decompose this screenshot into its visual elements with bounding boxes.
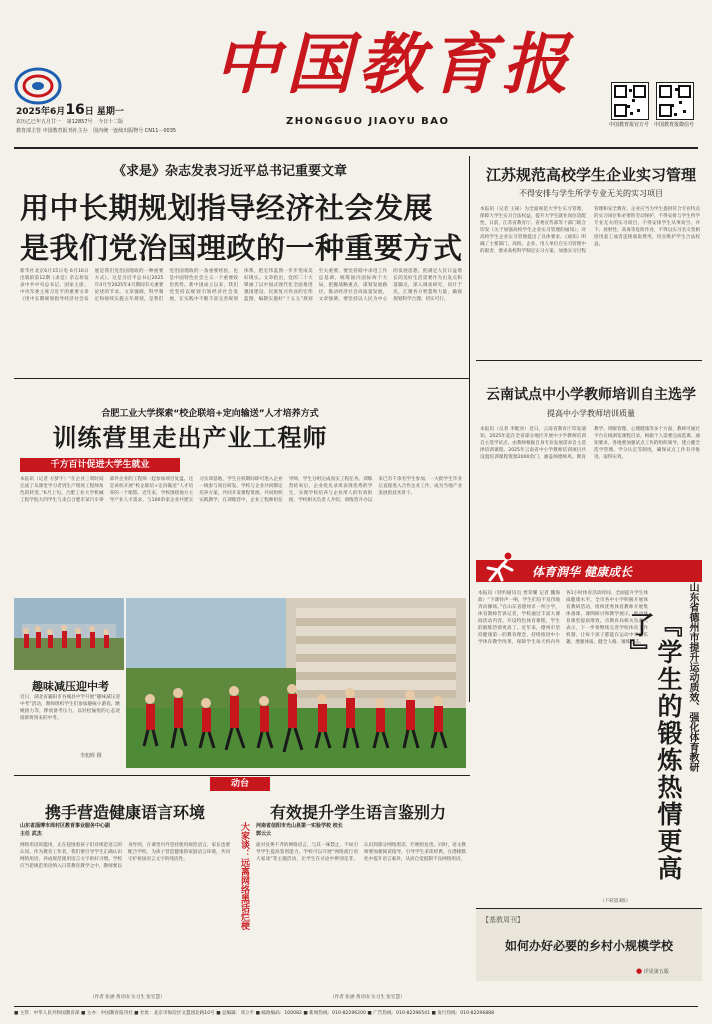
hefei-headline: 训练营里走出产业工程师	[52, 423, 328, 452]
bottom-divider	[14, 775, 470, 776]
cn-number: 国内统一连续出版物号 CN11－0035	[93, 128, 177, 134]
vertical-column-label: 大家谈：远离网络黑话烂梗	[239, 822, 249, 930]
rural-box[interactable]	[476, 908, 702, 981]
lead-kicker: 《求是》杂志发表习近平总书记重要文章	[112, 164, 347, 179]
photo-caption-title: 趣味减压迎中考	[32, 680, 109, 693]
sponsor-info: 教育部主管 中国教育报刊社主办	[16, 128, 88, 134]
lunar-date: 农历乙巳年五月廿一	[16, 119, 62, 125]
footer-info: ■ 主管：中华人民共和国教育部 ■ 主办：中国教育报刊社 ■ 社址：北京市海淀区文慧园北路10号 ■ 总编辑：邓立平 ■ 邮政编码：100082 ■ 新闻热线：010-82296200 ■ 广告热线：010-82296541 ■ 发行热线：010-82296888	[14, 1011, 495, 1016]
sports-body: 本报讯（特约通讯员 贾荣耀 记者 魏海政）“下课铃声一响，学生们迫不及待地奔向操场。”在山东省德州市一所小学，体育教师告诉记者，学校通过丰富大课间活动内容、开设特色体育课程，学生的锻炼热情更高了。近年来，德州市坚持健康第一的教育理念，持续推进中小学体育教学改革，保障学生每天校内外各1小时体育活动时间，全面提升学生体质健康水平。全市各中小学积极开展体育教研活动，组织优秀体育教师开展集体备课、课例研讨和教学展示，推动体育课堂提质增效。市教育局相关负责人表示，下一步将继续完善学校体育工作机制，让每个孩子都能在运动中享受乐趣、增强体质、健全人格、锤炼意志。	[478, 591, 648, 645]
page-count: 今日十二版	[98, 119, 124, 125]
bottom-tag-text: 动台	[230, 779, 249, 789]
sports-banner-text: 体育润华 健康成长	[532, 565, 633, 579]
qr-code-official[interactable]	[611, 82, 649, 120]
masthead-title: 中国教育报	[214, 25, 574, 103]
qr-label-official: 中国教育报官方号	[608, 122, 649, 128]
masthead	[0, 0, 712, 148]
jiangsu-body: 本报讯（记者 王硕）为全面规范大学生实习管理，保障大学生实习合法权益，提升大学生就业岗位适配性，日前，江苏省教育厅、省委宣传部等十部门联合印发《关于加强高校学生企业实习管理的通知》，对高校学生企业实习管理提出了具体要求。《通知》明确了主要部门、高校、企业、用人单位在实习管理中的职责，要求高校科学制定实习方案，加强实习过程管理和安全教育。企业应当为学生提供符合专业特点的实习岗位和必要的劳动保护，不得安排与学生所学专业无关的实习项目，不得安排学生从事高空、井下、放射性、高毒等危险作业，不得以实习名义变相招用童工或者违规收取费用，切实维护学生合法权益。	[480, 207, 700, 254]
sports-kicker: 山东省德州市提升运动质效、强化体育教研	[687, 582, 698, 772]
photo-credit: 李旭晖 摄	[80, 753, 102, 759]
photo-small	[14, 598, 124, 670]
runner-icon	[478, 550, 522, 582]
left-opinion-body: 网络用语的滥用，正在侵蚀着孩子们对规范语言的认知。作为教育工作者，我们要引导学生正确认识网络用语，养成规范使用语言文字的好习惯。学校应当把规范用语纳入日常教育教学之中，教师要以身作则，在课堂内外坚持使用规范语言，家长也要配合学校，为孩子营造健康的家庭语言环境，共同守护祖国语言文字的纯洁性。	[20, 843, 230, 869]
rural-more	[636, 967, 669, 975]
left-opinion-editor: （作者 张涵 黄诗雨 实习生 张宏慧）	[90, 995, 165, 1000]
date-prefix: 2025年6月	[16, 107, 66, 117]
right-opinion-author: 河南省信阳市光山县第一实验学校 校长 郭云云	[256, 823, 343, 837]
right-opinion-headline: 有效提升学生语言鉴别力	[269, 803, 446, 822]
right-opinion-body: 面对良莠不齐的网络语言，与其一味禁止，不如引导学生提高鉴别能力。学校可以开展“网络流行语大家谈”等主题活动，让学生在讨论中辨别是非，认识到部分网络黑话、烂梗的危害。同时，语文教师要加强阅读指导，引导学生多读经典，在潜移默化中提升语言素养，从而自觉抵制不良网络用语。	[256, 843, 466, 862]
jiangsu-divider	[476, 360, 702, 361]
hefei-banner	[20, 458, 180, 472]
footer-rule	[14, 1006, 698, 1007]
hefei-kicker: 合肥工业大学探索“校企联培+定向输送”人才培养方式	[101, 409, 319, 419]
lead-headline-2: 是我们党治国理政的一种重要方式	[20, 231, 463, 265]
hefei-body: 本报讯（记者 方梦宇）“在企业三周时间完成了从课堂学习者到生产现场工程师角色的转变。”6月上旬，合肥工业大学机械工程学院大四学生与来自合肥市某汽车零部件企业的工程师一起参加项目复盘。这是该校开展“校企联培+定向输送”人才培养的一个缩影。近年来，学校围绕地方主导产业人才需求，与100余家企业共建实习实训基地，学生在校期间即可进入企业一线参与项目研发。学校与企业共同制定培养方案，共同开发课程资源，共同组织实践教学，在训练营中，企业工程师担任导师，学生分组完成真实工程任务。训练营结束后，企业优先录用表现优秀的学生，实现学校培养与企业用人的有效衔接。学校相关负责人介绍，训练营开办以来已有千余名学生参加，一大批学生毕业后直接进入合作企业工作，成为当地产业发展的技术骨干。	[20, 477, 462, 503]
rural-headline: 如何办好必要的乡村小规模学校	[504, 939, 673, 953]
date-suffix: 日 星期一	[84, 107, 124, 117]
masthead-rule	[14, 147, 698, 149]
lead-divider	[14, 378, 470, 379]
qr-label-wechat: 中国教育报微信号	[653, 122, 694, 128]
date-day: 16	[65, 102, 85, 118]
qr-code-wechat[interactable]	[656, 82, 694, 120]
lead-body: 新华社北京6月15日电 6月16日出版的第12期《求是》杂志将发表中共中央总书记、国家主席、中央军委主席习近平的重要文章《用中长期规划指导经济社会发展是我们党治国理政的一种重要方式》。这是习近平总书记2025年4月至2025年4月期间有关重要论述的节录。文章强调，科学制定和接续实施五年规划，是我们党治国理政的一条重要经验，也是中国特色社会主义一个重要政治优势。新中国成立以来，我们党坚持以规划引领经济社会发展，在实践中不断丰富完善规划体系，把宏伟蓝图一步步变成美好现实。文章指出，党的二十大擘画了以中国式现代化全面推进强国建设、民族复兴伟业的宏伟蓝图，编制实施好“十五五”规划至关重要。要坚持稳中求进工作总基调，统筹国内国际两个大局，把握战略重点，谋划发展路径，推动经济社会高质量发展。文章强调，要坚持以人民为中心的发展思想，把满足人民日益增长的美好生活需要作为出发点和落脚点，深入调查研究，问计于民，汇聚各方智慧和力量，确保规划科学合理、切实可行。	[20, 269, 462, 302]
jiangsu-subhead: 不得安排与学生所学专业无关的实习项目	[519, 189, 663, 198]
yunnan-body: 本报讯（记者 李配亮）近日，云南省教育厅印发通知，2025年起在全省部分地区开展中小学教师培训自主选学试点，由教师根据自身专业发展需求自主选择培训课程。2025年云南省中小学教师培训项目共设置培训课程资源2000余门，涵盖师德师风、教育教学、班级管理、心理健康等多个方面，教师可通过平台在线浏览课程目录，根据个人需要完成选课。通知要求，各地要加强试点工作的组织领导，建立健全选学管理、学分认定等制度，确保试点工作有序推进、取得实效。	[480, 427, 700, 460]
left-opinion-headline: 携手营造健康语言环境	[44, 803, 205, 822]
sports-editor: （下转第3版）	[600, 899, 631, 904]
masthead-pinyin: ZHONGGUO JIAOYU BAO	[286, 116, 450, 127]
rural-more-text: 详见第五版	[643, 969, 669, 975]
bottom-tag	[210, 777, 270, 791]
yunnan-headline: 云南试点中小学教师培训自主选学	[486, 387, 696, 403]
newspaper-logo	[14, 66, 62, 106]
column-divider	[469, 156, 470, 702]
sports-headline: 『学生的锻炼热情更高了』	[626, 612, 683, 882]
yunnan-subhead: 提高中小学教师培训质量	[547, 409, 635, 418]
left-opinion-author: 山东省淄博市周村区教育事业服务中心副主任 武杰	[20, 823, 111, 837]
photo-caption-body: 近日，湖北省襄阳市谷城县中学开展“趣味减压迎中考”活动，教师组织学生们参加趣味小游戏、跳绳接力等，释放备考压力，以轻松愉悦的心态迎接即将到来的中考。	[20, 695, 120, 721]
jiangsu-headline: 江苏规范高校学生企业实习管理	[485, 166, 696, 184]
rural-tag: 【基教周刊】	[482, 916, 524, 924]
sports-banner	[476, 560, 702, 582]
right-opinion-editor: （作者 张涵 黄诗雨 实习生 张宏慧）	[330, 995, 405, 1000]
photo-main	[126, 598, 466, 768]
hefei-banner-text: 千方百计促进大学生就业	[50, 460, 150, 470]
arrow-right-icon: ●	[636, 967, 643, 975]
issue-number: 第12857号	[66, 119, 93, 125]
lead-headline-1: 用中长期规划指导经济社会发展	[20, 191, 434, 225]
